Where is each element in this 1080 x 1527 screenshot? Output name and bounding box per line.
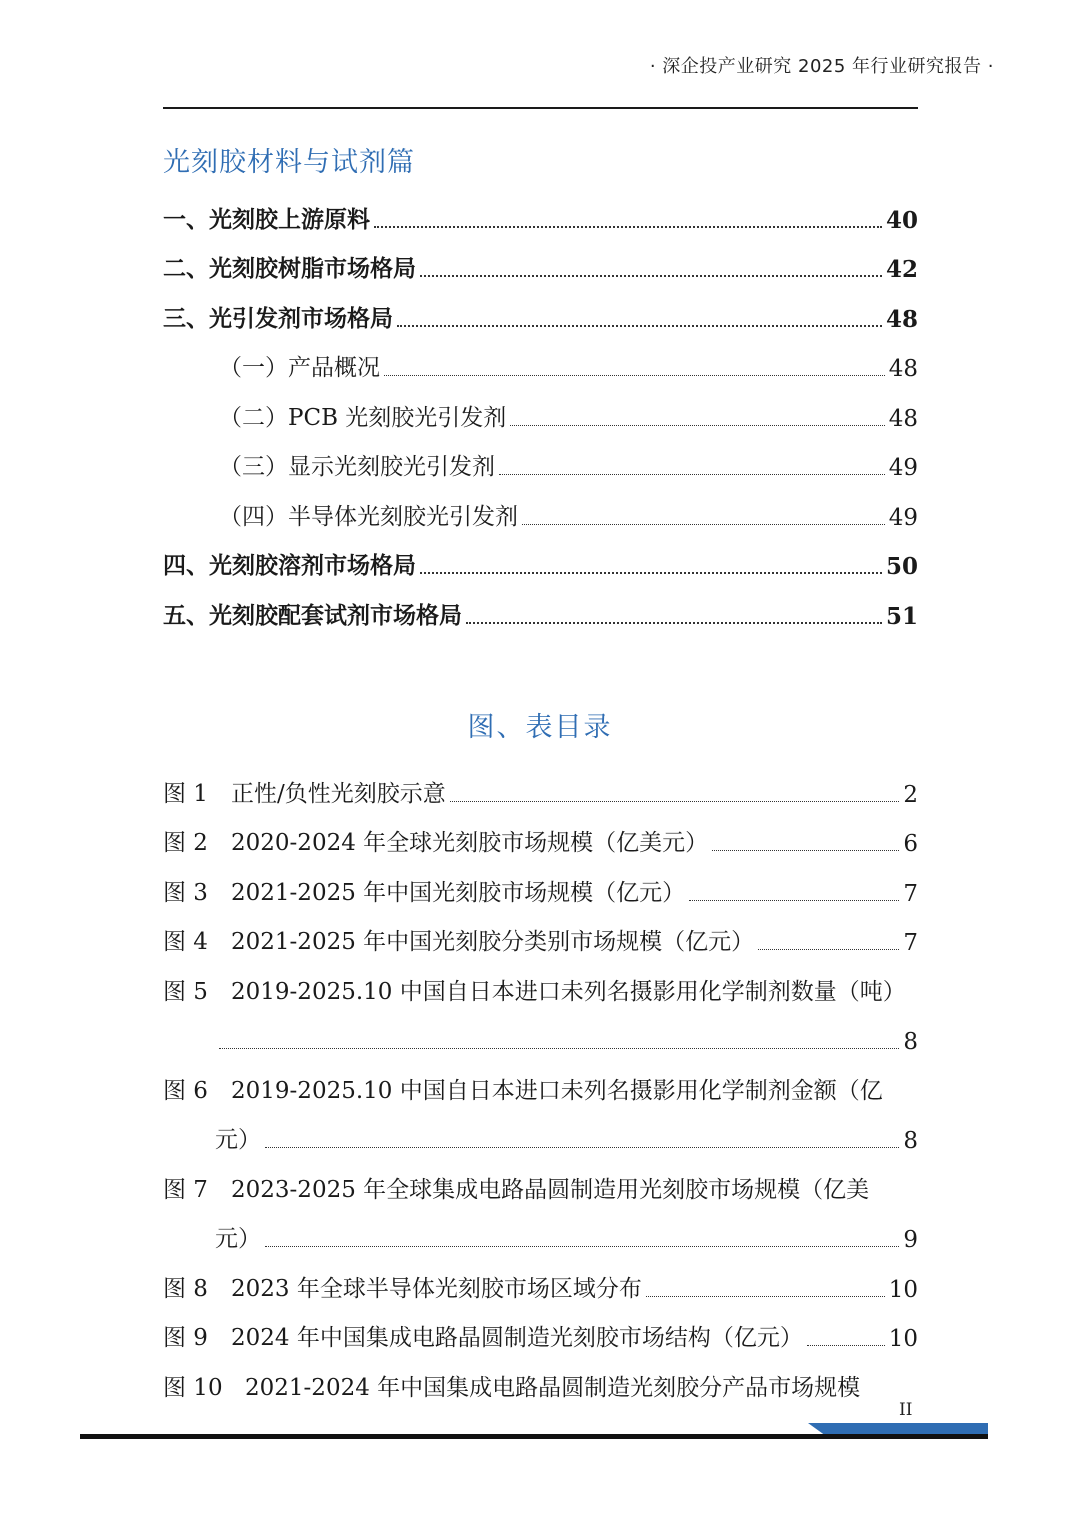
- figure-entry-label: [163, 1270, 642, 1303]
- dot-leader: [522, 524, 885, 525]
- figure-title: 2019-2025.10 中国自日本进口未列名摄影用化学制剂金额（亿: [231, 1077, 883, 1104]
- figure-number: 图 5: [163, 978, 208, 1005]
- dot-leader: [397, 325, 882, 327]
- dot-leader: [420, 275, 882, 277]
- toc-entry-page: 40: [885, 206, 918, 234]
- figure-entry-label: [163, 923, 754, 956]
- figure-number: 图 3: [163, 879, 208, 906]
- toc-subentry[interactable]: [163, 493, 918, 543]
- dot-leader: [374, 226, 882, 228]
- page-number: II: [899, 1400, 913, 1420]
- dot-leader: [420, 572, 882, 574]
- dot-leader: [758, 949, 899, 950]
- dot-leader: [646, 1296, 885, 1297]
- dot-leader: [450, 801, 900, 802]
- figures-list-heading: 图、表目录: [467, 712, 613, 743]
- figure-entry-label: [163, 1072, 883, 1105]
- toc-entry[interactable]: [163, 196, 918, 246]
- table-of-contents: [163, 196, 918, 642]
- figure-entry-label: [163, 973, 906, 1006]
- dot-leader: [219, 1048, 899, 1049]
- figure-entry[interactable]: [163, 1166, 918, 1216]
- figure-entry-continuation[interactable]: [163, 1117, 918, 1167]
- figure-page: 2: [903, 781, 918, 808]
- dot-leader: [499, 474, 885, 475]
- figure-title: 2023-2025 年全球集成电路晶圆制造用光刻胶市场规模（亿美: [231, 1176, 870, 1203]
- toc-subentry[interactable]: [163, 394, 918, 444]
- figure-entry-label: [163, 1369, 860, 1402]
- figure-title: 正性/负性光刻胶示意: [231, 780, 446, 807]
- figure-number: 图 9: [163, 1325, 208, 1351]
- figure-number: 图 2: [163, 830, 208, 856]
- dot-leader: [712, 850, 899, 851]
- figure-entry[interactable]: [163, 1364, 918, 1414]
- toc-entry-page: 49: [888, 455, 918, 481]
- figure-entry-label: [163, 874, 685, 907]
- toc-entry-label: （一）产品概况: [219, 355, 380, 381]
- figure-page: 6: [903, 831, 918, 857]
- dot-leader: [265, 1246, 899, 1247]
- figure-entry-label: [163, 775, 446, 808]
- running-header: · 深企投产业研究 2025 年行业研究报告 ·: [649, 56, 994, 77]
- figure-page: 10: [888, 1326, 918, 1352]
- figure-title: 2019-2025.10 中国自日本进口未列名摄影用化学制剂数量（吨）: [231, 978, 906, 1005]
- figure-page: 7: [903, 880, 918, 907]
- toc-subentry[interactable]: [163, 444, 918, 494]
- toc-entry-label: （二）PCB 光刻胶光引发剂: [219, 404, 507, 431]
- figure-entry[interactable]: [163, 869, 918, 919]
- section-title: 光刻胶材料与试剂篇: [163, 147, 415, 178]
- figure-number: 图 6: [163, 1077, 208, 1104]
- toc-entry-page: 51: [885, 602, 918, 630]
- figure-entry[interactable]: [163, 820, 918, 870]
- figure-entry[interactable]: [163, 1265, 918, 1315]
- toc-entry-label: （三）显示光刻胶光引发剂: [219, 454, 495, 480]
- toc-entry-page: 50: [885, 553, 918, 580]
- toc-entry-label: （四）半导体光刻胶光引发剂: [219, 503, 518, 530]
- dot-leader: [466, 622, 882, 624]
- figure-title-continuation: 元）: [215, 1226, 261, 1252]
- figure-page: 7: [903, 930, 918, 956]
- dot-leader: [689, 900, 899, 901]
- figure-entry[interactable]: [163, 1315, 918, 1365]
- figure-title: 2020-2024 年全球光刻胶市场规模（亿美元）: [231, 830, 709, 856]
- figure-page: 8: [903, 1029, 918, 1055]
- figure-entry-label: [163, 1319, 803, 1352]
- figure-entry-continuation[interactable]: [163, 1018, 918, 1068]
- figure-title-continuation: 元）: [215, 1127, 261, 1153]
- toc-entry-page: 48: [885, 305, 918, 333]
- figure-entry-label: [163, 824, 708, 857]
- toc-entry-page: 48: [888, 405, 918, 432]
- figure-number: 图 8: [163, 1275, 208, 1302]
- toc-entry-page: 48: [888, 356, 918, 382]
- dot-leader: [265, 1147, 899, 1148]
- dot-leader: [510, 425, 884, 426]
- footer-rule: [80, 1434, 988, 1439]
- figure-entry[interactable]: [163, 770, 918, 820]
- figure-title: 2024 年中国集成电路晶圆制造光刻胶市场结构（亿元）: [231, 1325, 803, 1351]
- toc-entry-label: 二、光刻胶树脂市场格局: [163, 255, 416, 282]
- figure-page: 9: [903, 1227, 918, 1253]
- toc-subentry[interactable]: [163, 345, 918, 395]
- figure-entry[interactable]: [163, 968, 918, 1018]
- figure-title: 2021-2025 年中国光刻胶分类别市场规模（亿元）: [231, 929, 755, 955]
- figure-number: 图 10: [163, 1374, 223, 1401]
- toc-entry[interactable]: [163, 592, 918, 642]
- dot-leader: [807, 1345, 885, 1346]
- toc-entry-label: 四、光刻胶溶剂市场格局: [163, 552, 416, 579]
- figure-entry-continuation[interactable]: [163, 1216, 918, 1266]
- toc-entry[interactable]: [163, 295, 918, 345]
- toc-entry-page: 49: [888, 504, 918, 531]
- figure-entry[interactable]: [163, 1067, 918, 1117]
- figures-list: [163, 770, 918, 1414]
- toc-entry-label: 三、光引发剂市场格局: [163, 304, 393, 332]
- figure-entry[interactable]: [163, 919, 918, 969]
- figure-title: 2021-2025 年中国光刻胶市场规模（亿元）: [231, 879, 686, 906]
- figure-title: 2023 年全球半导体光刻胶市场区域分布: [231, 1275, 642, 1302]
- toc-entry[interactable]: [163, 543, 918, 593]
- figure-entry-label: [163, 1171, 869, 1204]
- dot-leader: [384, 375, 885, 376]
- figure-number: 图 4: [163, 929, 208, 955]
- toc-entry[interactable]: [163, 246, 918, 296]
- toc-entry-page: 42: [885, 256, 918, 283]
- figure-number: 图 1: [163, 780, 208, 807]
- toc-entry-label: 一、光刻胶上游原料: [163, 205, 370, 233]
- figure-number: 图 7: [163, 1176, 208, 1203]
- figure-page: 8: [903, 1128, 918, 1154]
- header-rule: [163, 107, 918, 109]
- figure-title: 2021-2024 年中国集成电路晶圆制造光刻胶分产品市场规模: [245, 1374, 861, 1401]
- toc-entry-label: 五、光刻胶配套试剂市场格局: [163, 601, 462, 629]
- figure-page: 10: [888, 1276, 918, 1303]
